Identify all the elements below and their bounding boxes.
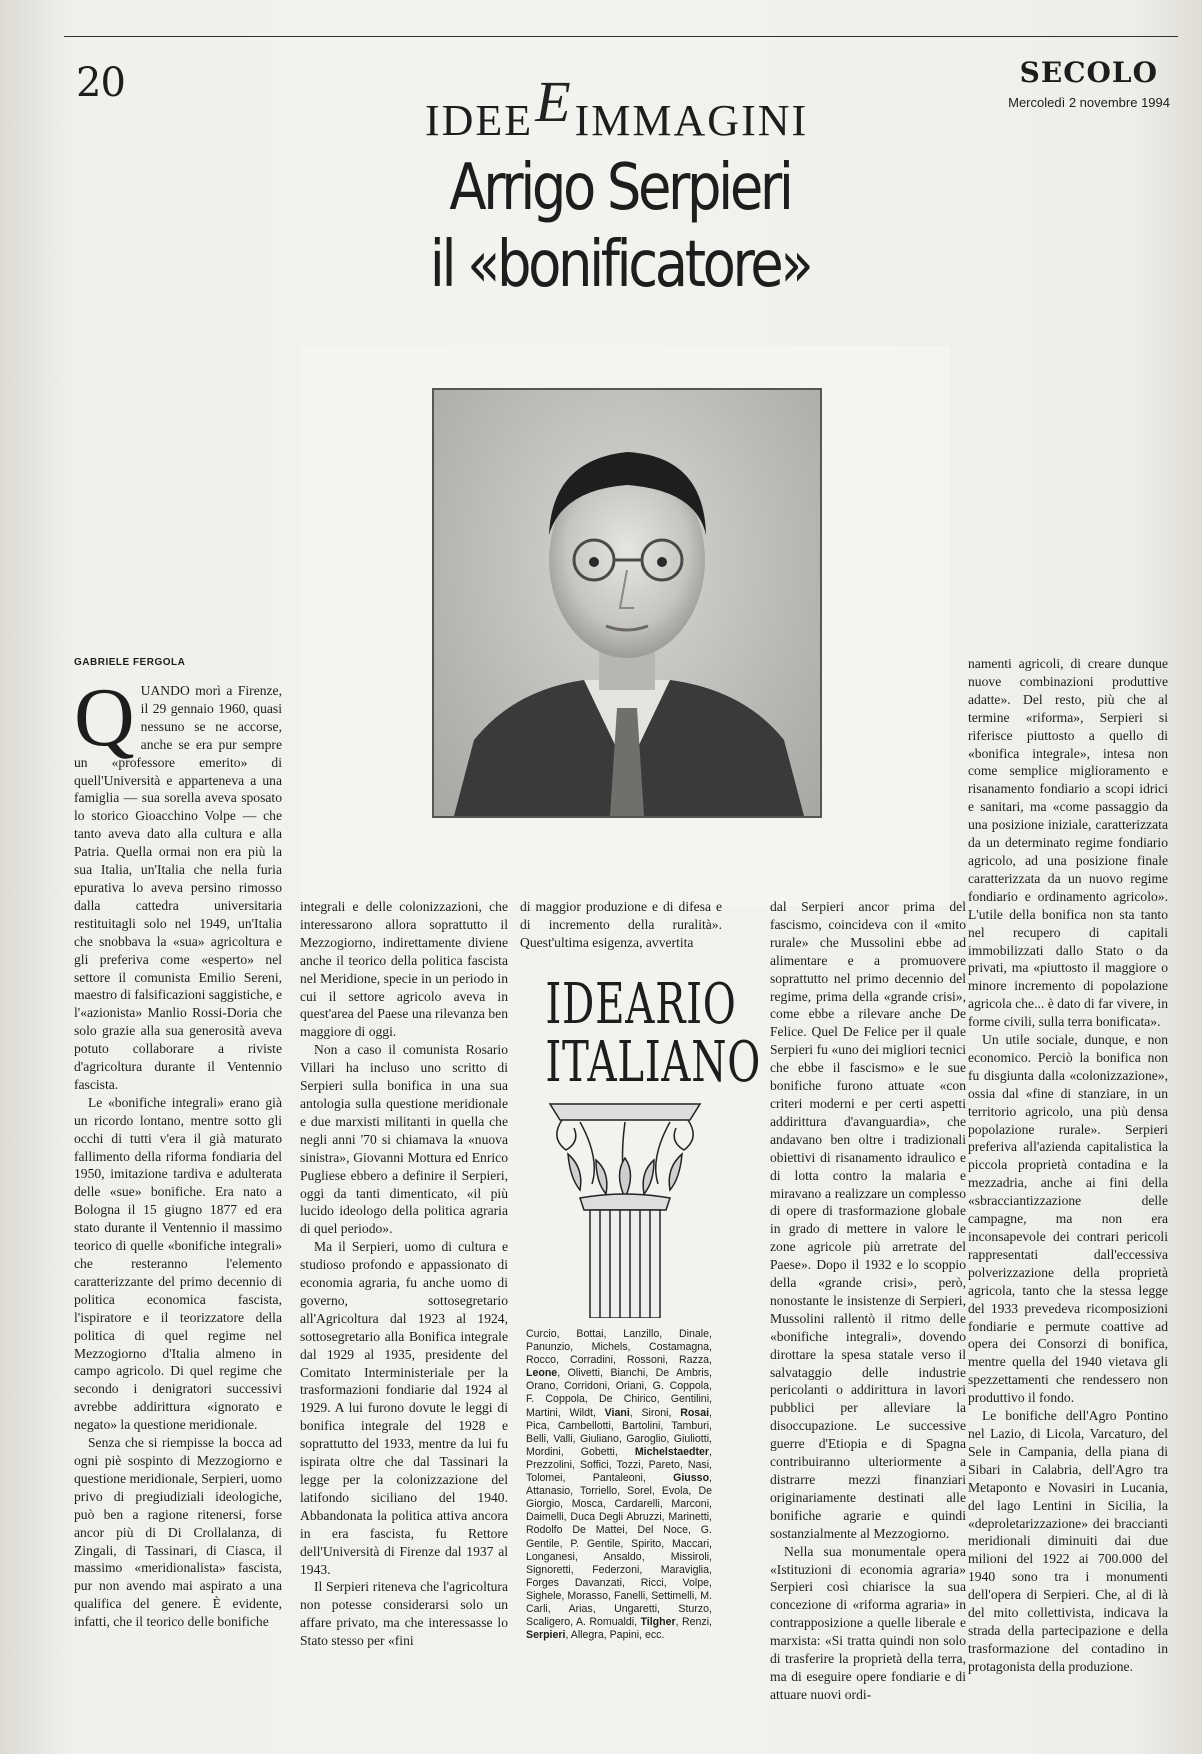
corinthian-column-icon bbox=[540, 1098, 710, 1318]
paragraph: namenti agricoli, di creare dunque nuove combinazioni produttive adatte». Del resto, più che al termine «riforma», Serpieri si riferisce piuttosto a quello di «bonifica integrale», intesa non come semplice miglioramento e risanamento fondiario a scopi idrici e sanitari, ma «come passaggio da una posizione iniziale, caratterizzata da un determinato regime fondiario agricolo, ad una posizione finale caratterizzata da un nuovo regime fondiario e ordinamento agricolo». L'utile della bonifica non sta tanto nel recupero di capitali immobilizzati dallo Stato o da privati, ma «piuttosto il maggiore o minore incremento di popolazione agricola che... è dato di far vivere, in forme civili, sulla terra bonificata». bbox=[968, 656, 1168, 1030]
sidebar-author-list: Curcio, Bottai, Lanzillo, Dinale, Panunzio, Michels, Costamagna, Rocco, Corradini, Rossoni, Razza, Leone, Olivetti, Bianchi, De Ambris, Orano, Corridoni, Oriani, G. Coppola, F. Coppola, De Chirico, Gentilini, Martini, Wildt, Viani, Sironi, Rosai, Pica, Cambellotti, Bartolini, Tamburi, Belli, Valli, Giuliano, Garoglio, Giuliotti, Mordini, Gobetti, Michelstaedter, Prezzolini, Soffici, Tozzi, Pareto, Nasi, Tolomei, Pantaleoni, Giusso, Attanasio, Torriello, Sorel, Evola, De Giorgio, Mosca, Cardarelli, Marconi, Daimelli, Duca Degli Abruzzi, Marinetti, Rodolfo De Mattei, Del Noce, G. Gentile, P. Gentile, Spirito, Maccari, Longanesi, Ansaldo, Missiroli, Signoretti, Federzoni, Maraviglia, Forges Davanzati, Ricci, Volpe, Sighele, Morasso, Fanelli, Settimelli, M. Carli, Arias, Ungaretti, Sturzo, Scaligero, A. Romualdi, Tilgher, Renzi, Serpieri, Allegra, Papini, ecc. bbox=[526, 1328, 712, 1642]
paragraph: Senza che si riempisse la bocca ad ogni piè sospinto di Mezzogiorno e questione meridionale, Serpieri, uomo privo di pregiudiziali ideologiche, può ben a ragione ritenersi, forse ancor più di Di Crollalanza, di Zingali, di Tassinari, di Ciasca, il massimo «meridionalista» fascista, pur non avendo mai aspirato a una qualifica del genere. È evidente, infatti, che il teorico delle bonifiche bbox=[74, 1435, 282, 1630]
paragraph: Nella sua monumentale opera «Istituzioni di economia agraria» Serpieri così chiarisce la sua concezione di «riforma agraria» in contrapposizione a quelle liberale e marxista: «Si tratta quindi non solo di trasferire la proprietà della terra, ma di eseguire opere fondiarie e di attuare nuovi ordi- bbox=[770, 1543, 966, 1702]
article-headline bbox=[374, 150, 867, 304]
page-number: 20 bbox=[76, 60, 125, 106]
paragraph: integrali e delle colonizzazioni, che interessarono allora soprattutto il Mezzogiorno, indirettamente diviene anche il teorico della politica fascista nel Meridione, specie in un periodo in cui il settore agricolo aveva in quest'area del Paese una rilevanza ben maggiore di oggi. bbox=[300, 899, 508, 1040]
article-column-5 bbox=[968, 655, 1168, 1730]
paragraph: di maggior produzione e di difesa e di incremento della ruralità». Quest'ultima esigenza, avvertita bbox=[520, 899, 722, 950]
portrait-photo bbox=[432, 388, 822, 818]
masthead bbox=[1008, 56, 1170, 110]
article-column-2 bbox=[300, 898, 508, 1730]
paragraph: QUANDO morì a Firenze, il 29 gennaio 1960, quasi nessuno se ne accorse, anche se era pur sempre un «professore emerito» di quell'Università e apparteneva a una famiglia — sua sorella aveva sposato lo storico Gioacchino Volpe — che tanto aveva dato alla cultura e alla Patria. Quella ormai non era più la sua Italia, un'Italia che nella furia epurativa lo aveva persino rimosso dalla cattedra universitaria restituitagli solo nel 1949, un'Italia che snobbava la «sua» agricoltura e gli preferiva come «esperto» nel settore il comunista Emilio Sereni, maestro di falsificazioni saggistiche, e l'«azionista» Manlio Rossi-Doria che solo grazie alla sua generosità aveva potuto collaborare a riviste d'agricoltura durante il Ventennio fascista. bbox=[74, 682, 282, 1092]
paragraph: Il Serpieri riteneva che l'agricoltura non potesse considerarsi solo un affare privato, ma che interessasse lo Stato stesso per «fini bbox=[300, 1579, 508, 1649]
article-column-3 bbox=[520, 898, 722, 958]
section-title bbox=[425, 69, 845, 149]
section-title-left: IDEE bbox=[425, 96, 534, 145]
section-title-right: IMMAGINI bbox=[574, 96, 809, 145]
portrait-illustration bbox=[434, 390, 820, 816]
paragraph: Non a caso il comunista Rosario Villari ha incluso uno scritto di Serpieri sulla bonifica in una sua antologia sulla questione meridionale e due marxisti militanti in quella che negli anni '70 si chiamava la «nuova sinistra», Giovanni Mottura ed Enrico Pugliese ebbero a definire il Serpieri, oggi da tanti dimenticato, «il più lucido ideologo della politica agraria di quel periodo». bbox=[300, 1042, 508, 1237]
byline: GABRIELE FERGOLA bbox=[74, 657, 186, 668]
sidebar-title: IDEARIO ITALIANO bbox=[545, 972, 762, 1095]
masthead-logo: SECOLO bbox=[1019, 56, 1158, 89]
paragraph: dal Serpieri ancor prima del fascismo, coincideva con il «mito rurale» che Mussolini ebbe ad alimentare e a promuovere soprattutto nel primo decennio del regime, prima della «grande crisi», come ebbe a rilevare anche De Felice. Quel De Felice per il quale Serpieri fu «uno dei migliori tecnici che ebbe il fascismo» e le sue bonifiche furono attuate «con criteri moderni e per certi aspetti addirittura d'avanguardia», che andavano ben oltre i tradizionali obiettivi di risanamento idraulico e di lotta contro la malaria e miravano a realizzare un complesso di opere di trasformazione globale in grado di mettere in valore le zone agricole più arretrate del Paese». Dopo il 1932 e lo scoppio della «grande crisi», però, nonostante le insistenze di Serpieri, Mussolini rallentò il ritmo delle «bonifiche integrali», dovendo dirottare la spesa statale verso il salvataggio delle industrie pericolanti o addirittura in lavori pubblici per alleviare la disoccupazione. Le successive guerre d'Etiopia e di Spagna contribuiranno ulteriormente a distrarre mezzi finanziari originariamente destinati alle bonifiche agrarie e quindi sostanzialmente al Mezzogiorno. bbox=[770, 899, 966, 1541]
article-column-1 bbox=[74, 682, 282, 1730]
paragraph: Le «bonifiche integrali» erano già un ricordo lontano, mentre sotto gli occhi di tutti v'era il già maturato fallimento della riforma fondiaria del 1950, imitazione tardiva e adulterata delle «sue» bonifiche. Era nato a Bologna il 15 giugno 1877 ed era stato durante il Ventennio il massimo teorico di quelle «bonifiche integrali» che resteranno l'elemento caratterizzante del primo decennio di politica economica fascista, l'ispiratore e il teorizzatore della politica di quel regime nel Mezzogiorno d'Italia almeno in campo agricolo. Di quel regime che secondo i denigratori successivi avrebbe addirittura «ignorato e negato» la questione meridionale. bbox=[74, 1094, 282, 1433]
article-column-4 bbox=[770, 898, 966, 1730]
issue-date: Mercoledì 2 novembre 1994 bbox=[1008, 95, 1170, 110]
drop-cap: Q bbox=[74, 682, 135, 764]
top-rule bbox=[64, 36, 1178, 37]
headline-line-2: il «bonificatore» bbox=[429, 227, 811, 302]
headline-line-1: Arrigo Serpieri bbox=[449, 151, 791, 225]
paragraph: Le bonifiche dell'Agro Pontino nel Lazio, di Licola, Varcaturo, del Sele in Campania, della piana di Sibari in Calabria, dell'Agro tra Metaponto e Novasiri in Lucania, del lago Lentini in Sicilia, la «deproletarizzazione» dei braccianti meridionali diminuiti dai due milioni del 1922 ai 700.000 del 1940 sono tra i monumenti dell'opera di Serpieri. Che, al di là del mito collettivista, indicava la strada della partecipazione e della trasformazione del contadino in protagonista della produzione. bbox=[968, 1408, 1168, 1674]
paragraph: Ma il Serpieri, uomo di cultura e studioso profondo e appassionato di economia agraria, fu anche uomo di governo, sottosegretario all'Agricoltura dal 1923 al 1924, sottosegretario alla Bonifica integrale dal 1929 al 1935, presidente del Comitato Interministeriale per la trasformazioni fondiarie dal 1924 al 1929. A lui furono dovute le leggi di bonifica integrale del 1928 e soprattutto del 1933, mentre da lui fu ispirata oltre che dal Tassinari la legge per la colonizzazione del latifondo siciliano del 1940. Abbandonata la politica attiva ancora in era fascista, fu Rettore dell'Università di Firenze dal 1937 al 1943. bbox=[300, 1239, 508, 1577]
paragraph: Un utile sociale, dunque, e non economico. Perciò la bonifica non fu disgiunta dalla «colonizzazione», ossia dal «fine di stanziare, in un territorio agricolo, una più densa popolazione rurale». Serpieri preferiva all'azienda capitalistica la piccola proprietà contadina e la mezzadria, anche ai fini della «sbracciantizzazione delle campagne, ma non era inconsapevole dei contrari pericoli rappresentati dall'eccessiva polverizzazione della proprietà agricola, tanto che la stessa legge del 1933 prevedeva ricomposizioni fondiarie e permute coattive ad opera dei Consorzi di bonifica, mentre quella del 1940 vietava gli spezzettamenti che rendessero non produttivo il fondo. bbox=[968, 1032, 1168, 1406]
section-title-ampersand: E bbox=[535, 69, 573, 134]
